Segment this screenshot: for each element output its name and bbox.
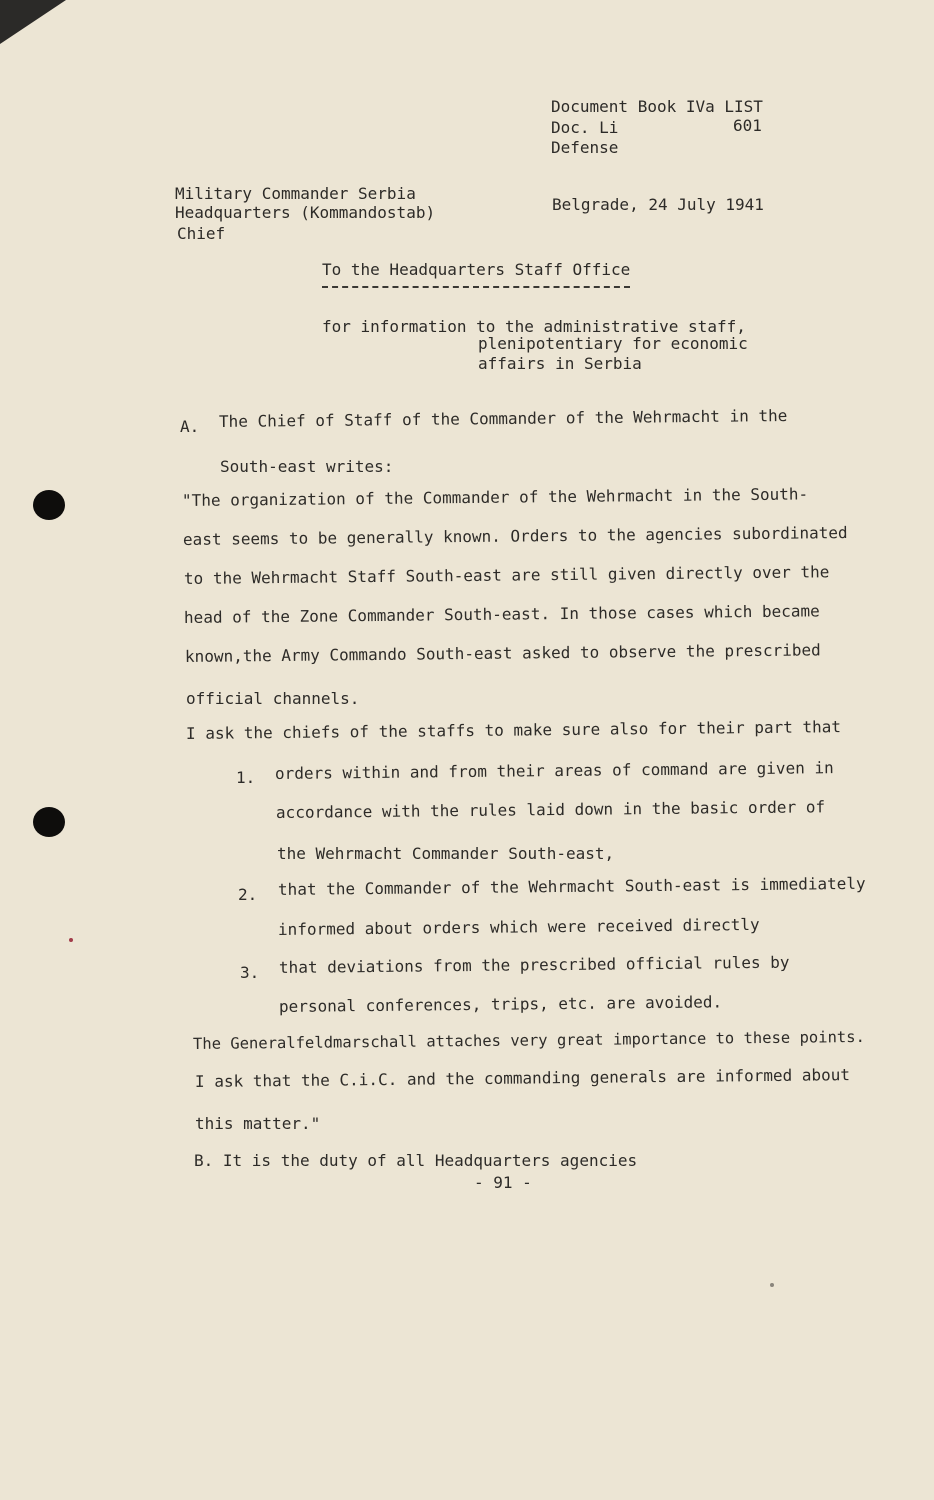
- info-line-2: plenipotentiary for economic: [478, 334, 748, 353]
- sender-line-3: Chief: [177, 224, 226, 243]
- quote-line-2: east seems to be generally known. Orders to the agencies subordinated: [182, 523, 848, 549]
- item-3-line-2: personal conferences, trips, etc. are avoided.: [278, 992, 723, 1016]
- quote-line-6: official channels.: [186, 689, 360, 708]
- item-3-line-1: that deviations from the prescribed official rules by: [278, 952, 790, 977]
- quote-line-1: "The organization of the Commander of the Wehrmacht in the South-: [181, 484, 809, 510]
- section-a-line-2: South-east writes:: [220, 457, 394, 476]
- underline-rule: [322, 286, 630, 288]
- item-3-number: 3.: [240, 963, 260, 982]
- page-number: - 91 -: [474, 1173, 532, 1192]
- section-a-line-1: The Chief of Staff of the Commander of the Wehrmacht in the: [218, 406, 788, 431]
- date-line: Belgrade, 24 July 1941: [552, 195, 764, 214]
- item-1-number: 1.: [236, 768, 256, 787]
- defense-label: Defense: [551, 138, 619, 157]
- item-1-line-1: orders within and from their areas of command are given in: [274, 758, 834, 783]
- info-line-1: for information to the administrative staff,: [322, 317, 746, 336]
- ask-line: I ask the chiefs of the staffs to make sure also for their part that: [185, 717, 842, 743]
- section-b-line: B. It is the duty of all Headquarters agencies: [194, 1151, 638, 1170]
- addressee-line: To the Headquarters Staff Office: [322, 260, 631, 279]
- matter-line: this matter.": [195, 1114, 321, 1133]
- punch-hole-top: [33, 490, 65, 520]
- item-2-line-1: that the Commander of the Wehrmacht South-east is immediately: [277, 873, 866, 899]
- section-a-marker: A.: [180, 417, 200, 436]
- doc-book-line: Document Book IVa LIST: [551, 97, 763, 116]
- item-1-line-2: accordance with the rules laid down in the basic order of: [275, 797, 826, 822]
- item-2-line-2: informed about orders which were received directly: [277, 914, 760, 939]
- info-line-3: affairs in Serbia: [478, 354, 642, 373]
- doc-number-label: Doc. Li: [551, 118, 619, 137]
- ink-speck: [69, 938, 73, 942]
- quote-line-3: to the Wehrmacht Staff South-east are still given directly over the: [183, 562, 830, 588]
- quote-line-4: head of the Zone Commander South-east. In those cases which became: [183, 601, 820, 627]
- dirt-speck: [770, 1283, 774, 1287]
- item-2-number: 2.: [238, 885, 258, 904]
- doc-page-number: 601: [733, 116, 762, 135]
- item-1-line-3: the Wehrmacht Commander South-east,: [277, 844, 615, 863]
- generalfeldmarschall-line: The Generalfeldmarschall attaches very great importance to these points.: [192, 1027, 865, 1053]
- ask-inform-line: I ask that the C.i.C. and the commanding generals are informed about: [194, 1065, 851, 1091]
- sender-line-1: Military Commander Serbia: [175, 184, 416, 203]
- punch-hole-bottom: [33, 807, 65, 837]
- quote-line-5: known,the Army Commando South-east asked to observe the prescribed: [184, 640, 821, 666]
- sender-line-2: Headquarters (Kommandostab): [175, 203, 436, 222]
- folded-corner: [0, 0, 66, 44]
